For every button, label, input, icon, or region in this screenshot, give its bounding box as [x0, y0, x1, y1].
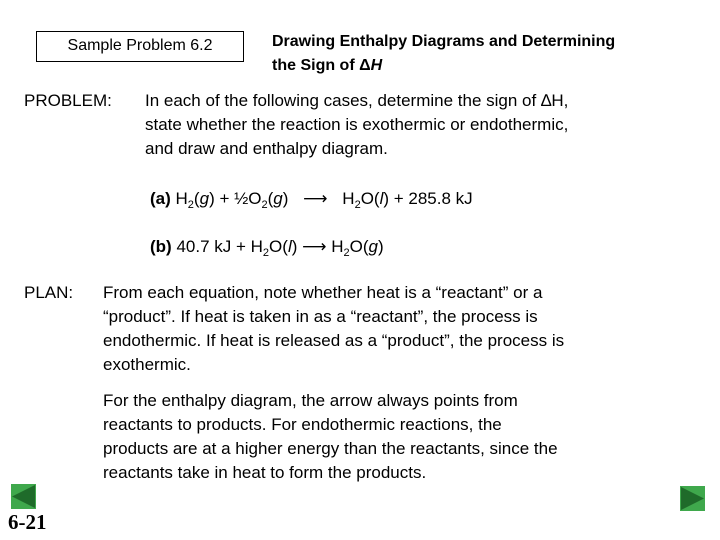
plan-line-8: reactants take in heat to form the products. — [103, 463, 427, 482]
page-number: 6-21 — [8, 510, 47, 534]
plan-line-1: From each equation, note whether heat is a “reactant” or a — [103, 283, 543, 302]
delta-symbol: Δ — [359, 57, 371, 74]
equation-a-reactants: $H_2(g)$ + $\frac{1}{2}O_2(g)$ — [175, 189, 289, 211]
reaction-arrow-icon: ⟶ — [302, 237, 327, 256]
plan-line-5: For the enthalpy diagram, the arrow always points from — [103, 391, 518, 410]
problem-line-1: In each of the following cases, determine the sign of ∆H, — [145, 91, 569, 110]
equation-b-products: $H_2O(g)$ — [331, 237, 384, 259]
plan-line-3: endothermic. If heat is released as a “product”, the process is — [103, 331, 565, 350]
sample-problem-label — [36, 31, 244, 62]
equation-b-reactants: 40.7 kJ + $H_2O(l)$ — [176, 237, 298, 259]
problem-line-3: and draw and enthalpy diagram. — [145, 139, 388, 158]
reaction-arrow-icon: ⟶ — [303, 189, 328, 208]
left-arrow-icon — [11, 484, 36, 509]
equation-a-products: $H_2O(l) + 285.8$ kJ — [342, 189, 473, 211]
equation-b-tag: (b) — [150, 237, 172, 256]
enthalpy-diagram-note — [103, 389, 708, 485]
problem-label: PROBLEM: — [24, 91, 112, 110]
right-arrow-icon — [680, 486, 705, 511]
equation-a — [150, 187, 473, 211]
title-line-2: the Sign of ΔH — [272, 57, 383, 74]
plan-line-6: reactants to products. For endothermic reactions, the — [103, 415, 502, 434]
plan-label: PLAN: — [24, 283, 74, 302]
equation-a-tag: (a) — [150, 189, 171, 208]
next-slide-button[interactable] — [680, 486, 705, 511]
sample-problem-text: Sample Problem 6.2 — [67, 37, 213, 54]
enthalpy-symbol: H — [370, 57, 383, 74]
equation-b — [150, 235, 384, 259]
plan-line-7: products are at a higher energy than the reactants, since the — [103, 439, 558, 458]
previous-slide-button[interactable] — [11, 484, 36, 509]
plan-line-2: “product”. If heat is taken in as a “reactant”, the process is — [103, 307, 538, 326]
problem-line-2: state whether the reaction is exothermic or endothermic, — [145, 115, 569, 134]
plan-line-4: exothermic. — [103, 355, 191, 374]
plan-text — [103, 281, 708, 377]
title-line-1: Drawing Enthalpy Diagrams and Determining — [272, 33, 616, 50]
page-title — [272, 30, 712, 78]
problem-text — [145, 89, 705, 161]
